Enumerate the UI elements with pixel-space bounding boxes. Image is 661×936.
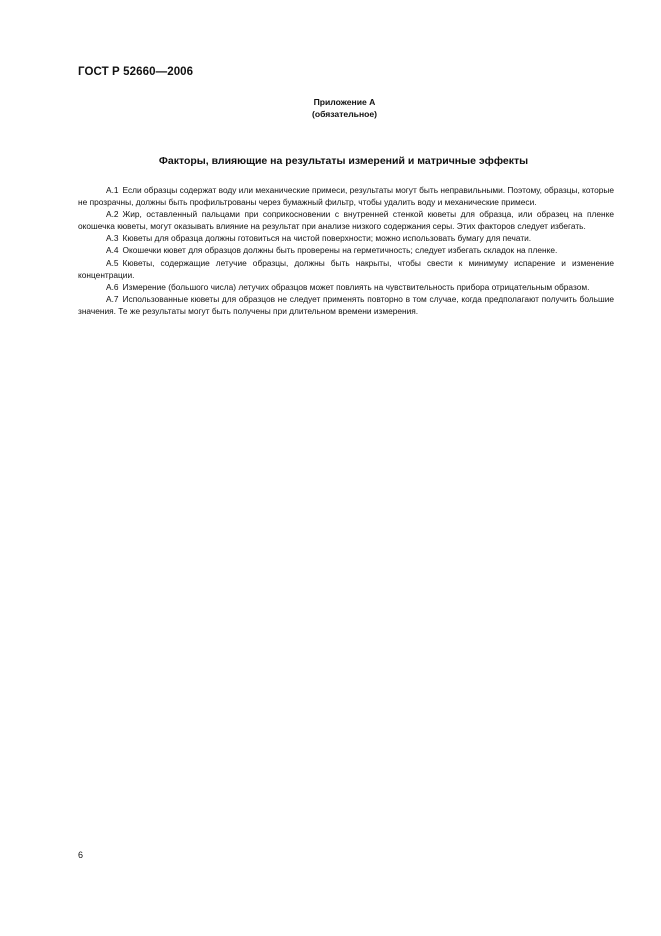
paragraph-text: Жир, оставленный пальцами при соприкосновении с внутренней стенкой кюветы для образца, или образец на пленке окошечка кюветы, могут оказывать влияние на результат при анализе низкого содержания серы. Этих факторов следует избегать. (78, 209, 614, 232)
paragraph-number: А.5 (106, 257, 119, 268)
paragraph-number: А.6 (106, 281, 119, 292)
paragraph-number: А.2 (106, 209, 119, 220)
paragraph-number: А.4 (106, 245, 119, 256)
paragraph-text: Использованные кюветы для образцов не следует применять повторно в том случае, когда предполагают получить большие значения. Те же результаты могут быть получены при длительном времени измерения. (78, 293, 614, 316)
paragraph-a5 (78, 257, 614, 281)
paragraph-text: Окошечки кювет для образцов должны быть проверены на герметичность; следует избегать складок на пленке. (122, 245, 558, 256)
section-heading: Факторы, влияющие на результаты измерений и матричные эффекты (158, 155, 529, 167)
paragraph-number: А.3 (106, 233, 119, 244)
paragraph-text: Кюветы, содержащие летучие образцы, должны быть накрыты, чтобы свести к минимуму испарение и изменение концентрации. (78, 257, 614, 280)
paragraph-a3 (78, 232, 614, 244)
paragraph-a1 (78, 184, 614, 208)
appendix-title: Приложение А (313, 97, 376, 107)
paragraph-text: Кюветы для образца должны готовиться на чистой поверхности; можно использовать бумагу для печати. (122, 233, 532, 244)
document-code: ГОСТ Р 52660—2006 (78, 66, 194, 78)
paragraph-a7 (78, 293, 614, 317)
paragraph-number: А.1 (106, 185, 119, 195)
page-number: 6 (78, 850, 84, 860)
appendix-status: (обязательное) (311, 109, 378, 119)
paragraph-a4 (78, 244, 614, 256)
paragraph-a6 (78, 281, 614, 293)
paragraph-text: Измерение (большого числа) летучих образцов может повлиять на чувствительность прибора отрицательным образом. (122, 281, 590, 292)
paragraph-text: Если образцы содержат воду или механические примеси, результаты могут быть неправильными. Поэтому, образцы, которые не прозрачны, должны быть профильтрованы через бумажный фильтр, чтобы удалить воду и механические примеси. (78, 185, 614, 208)
appendix-body (78, 184, 614, 317)
paragraph-a2 (78, 208, 614, 232)
paragraph-number: А.7 (106, 293, 119, 304)
